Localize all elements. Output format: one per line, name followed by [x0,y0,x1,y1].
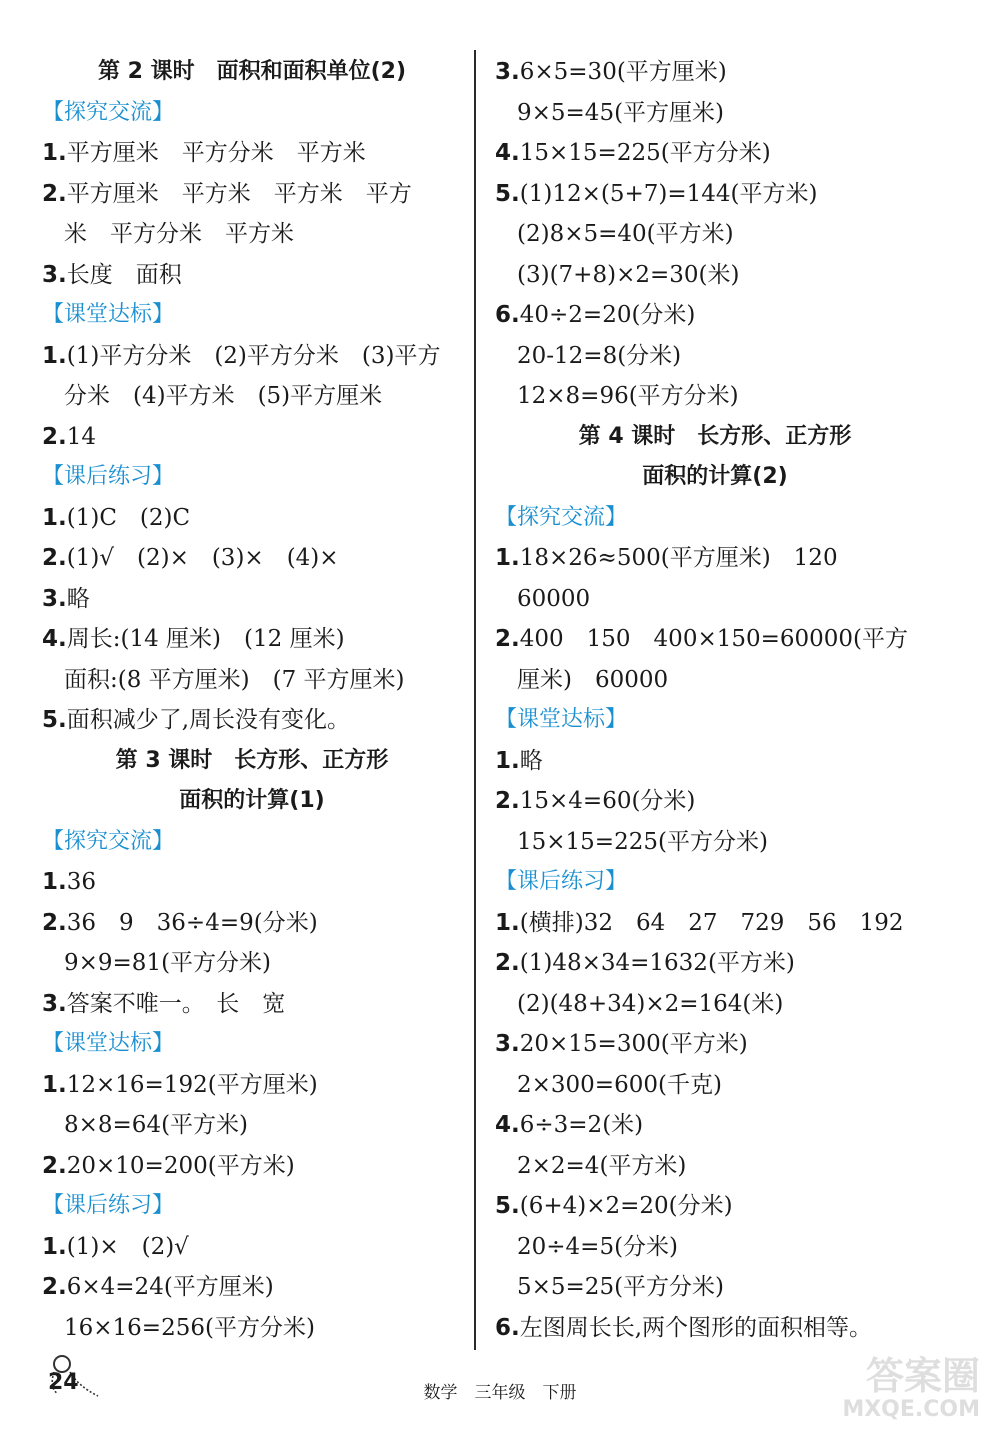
answer-line [42,1105,462,1146]
section-heading-label: 探究交流 [517,504,606,530]
answer-text: 40÷2=20(分米) [519,302,696,328]
question-number: 1. [42,140,67,166]
answer-line [42,1227,462,1268]
answer-line [495,579,935,620]
answer-line [495,538,935,579]
answer-text: 平方厘米 平方分米 平方米 [66,140,366,166]
answer-text: 15×15=225(平方分米) [519,140,771,166]
bracket-right-icon: 】 [152,302,175,327]
section-heading-label: 课后练习 [64,464,153,489]
answer-line [42,255,462,296]
answer-line [42,498,462,539]
answer-line [42,660,462,701]
bracket-left-icon: 【 [495,504,518,530]
bracket-right-icon: 】 [605,707,628,732]
answer-line [42,619,462,660]
answer-text: 面积:(8 平方厘米) (7 平方厘米) [64,666,405,693]
question-number: 1. [42,869,67,895]
answer-text: (1)√ (2)× (3)× (4)× [66,545,339,571]
answer-text: 36 9 36÷4=9(分米) [66,909,318,936]
bracket-left-icon: 【 [42,1193,65,1218]
answer-line [42,984,462,1025]
section-heading-label: 探究交流 [64,99,153,125]
answer-text: 6×5=30(平方厘米) [519,59,727,85]
answer-line [495,336,935,377]
answer-line [42,943,462,984]
answer-text: 9×5=45(平方厘米) [517,99,725,126]
answer-line [42,903,462,944]
answer-text: 面积减少了,周长没有变化。 [66,707,351,733]
answer-text: 60000 [517,585,591,612]
answer-line [495,1227,935,1268]
section-heading [42,1186,462,1227]
answer-line [495,660,935,701]
bracket-left-icon: 【 [42,464,65,489]
question-number: 2. [42,180,67,207]
question-number: 3. [42,585,67,612]
bracket-right-icon: 】 [152,99,175,125]
answer-line [495,822,935,863]
answer-text: (横排)32 64 27 729 56 192 [519,909,904,936]
answer-line [42,376,462,417]
answer-text: 18×26≈500(平方厘米) 120 [519,545,838,571]
answer-line [495,1146,935,1187]
answer-line [495,295,935,336]
lesson-title: 第 2 课时 面积和面积单位(2) [97,59,407,84]
bracket-left-icon: 【 [42,302,65,327]
section-heading-label: 探究交流 [64,828,153,854]
answer-text: (1)× (2)√ [66,1233,189,1260]
answer-line [495,1105,935,1146]
bracket-right-icon: 】 [605,869,628,894]
question-number: 2. [42,545,67,571]
answer-line [42,336,462,377]
answer-line [495,903,935,944]
question-number: 5. [42,707,67,733]
answer-text: 周长:(14 厘米) (12 厘米) [66,626,345,652]
answer-text: 15×4=60(分米) [519,788,696,814]
question-number: 1. [42,1071,67,1098]
answer-line [42,417,462,458]
section-heading [42,295,462,336]
bracket-left-icon: 【 [495,869,518,894]
section-heading [42,822,462,863]
question-number: 5. [495,1193,520,1219]
answer-text: 16×16=256(平方分米) [64,1314,315,1341]
watermark-logo: 答案圈 [865,1354,980,1398]
right-column [495,52,935,1348]
bracket-right-icon: 】 [605,504,628,530]
answer-line [42,1065,462,1106]
answer-line [495,943,935,984]
column-divider [474,50,476,1350]
question-number: 2. [42,423,67,450]
bracket-left-icon: 【 [42,99,65,125]
answer-text: 400 150 400×150=60000(平方 [519,626,909,652]
answer-line [42,214,462,255]
question-number: 2. [495,626,520,652]
lesson-title: 第 3 课时 长方形、正方形 [115,747,389,773]
question-number: 1. [42,342,67,369]
answer-line [495,93,935,134]
answer-line [495,52,935,93]
question-number: 1. [495,909,520,936]
section-heading-label: 课堂达标 [64,302,153,327]
answer-line [42,1308,462,1349]
answer-text: 8×8=64(平方米) [64,1112,249,1138]
answer-text: 6÷3=2(米) [519,1112,644,1138]
answer-line [495,376,935,417]
question-number: 3. [495,1031,520,1057]
answer-text: (2)8×5=40(平方米) [517,221,734,247]
answer-line [495,255,935,296]
answer-text: 厘米) 60000 [517,666,669,693]
answer-text: 14 [66,423,97,450]
question-number: 5. [495,180,520,207]
answer-text: (3)(7+8)×2=30(米) [517,261,740,288]
answer-text: 9×9=81(平方分米) [64,950,272,976]
answer-line [495,741,935,782]
section-heading-label: 课堂达标 [517,707,606,732]
answer-line [495,1186,935,1227]
bracket-left-icon: 【 [495,707,518,732]
question-number: 2. [495,788,520,814]
answer-text: 米 平方分米 平方米 [64,221,294,247]
left-column [42,52,462,1348]
section-heading [495,862,935,903]
answer-line [495,214,935,255]
answer-line [495,619,935,660]
answer-text: 左图周长长,两个图形的面积相等。 [519,1314,873,1341]
answer-text: 6×4=24(平方厘米) [66,1274,274,1300]
question-number: 3. [42,261,67,288]
answer-line [42,862,462,903]
section-heading [495,700,935,741]
lesson-title: 第 4 课时 长方形、正方形 [578,423,852,449]
answer-line [42,133,462,174]
answer-line [42,700,462,741]
question-number: 6. [495,302,520,328]
question-number: 4. [495,140,520,166]
answer-line [42,538,462,579]
answer-line [495,1065,935,1106]
answer-text: (1)48×34=1632(平方米) [519,950,795,976]
answer-text: 20-12=8(分米) [517,342,682,369]
question-number: 3. [495,59,520,85]
question-number: 1. [495,545,520,571]
bracket-left-icon: 【 [42,828,65,854]
answer-text: 12×16=192(平方厘米) [66,1071,318,1098]
answer-line [42,1146,462,1187]
answer-line [495,984,935,1025]
section-heading [42,1024,462,1065]
question-number: 3. [42,990,67,1017]
question-number: 2. [42,1274,67,1300]
question-number: 1. [42,1233,67,1260]
watermark [820,1345,990,1435]
question-number: 1. [495,747,520,774]
answer-text: 长度 面积 [66,261,182,288]
question-number: 4. [495,1112,520,1138]
answer-text: 略 [66,585,90,612]
section-heading [42,457,462,498]
answer-line [42,1267,462,1308]
bracket-right-icon: 】 [152,828,175,854]
answer-text: 平方厘米 平方米 平方米 平方 [66,180,412,207]
answer-text: (2)(48+34)×2=164(米) [517,990,784,1017]
answer-line [495,1267,935,1308]
answer-text: 36 [66,869,97,895]
answer-text: 20×15=300(平方米) [519,1031,748,1057]
question-number: 4. [42,626,67,652]
answer-text: 20÷4=5(分米) [517,1233,679,1260]
answer-line [495,781,935,822]
answer-line [495,1308,935,1349]
answer-text: 分米 (4)平方米 (5)平方厘米 [64,383,383,409]
footer-subject-label: 数学 三年级 下册 [423,1383,577,1403]
answer-text: 15×15=225(平方分米) [517,828,768,855]
question-number: 2. [495,950,520,976]
page-number: 24 [48,1370,79,1395]
lesson-title: 面积的计算(2) [642,464,788,489]
answer-text: 2×2=4(平方米) [517,1152,687,1179]
bracket-right-icon: 】 [152,1031,175,1056]
question-number: 2. [42,909,67,936]
section-heading-label: 课堂达标 [64,1031,153,1056]
question-number: 6. [495,1314,520,1341]
answer-text: 12×8=96(平方分米) [517,383,739,409]
answer-text: 2×300=600(千克) [517,1071,722,1098]
section-heading [42,93,462,134]
answer-text: 20×10=200(平方米) [66,1152,295,1179]
answer-text: 答案不唯一。 长 宽 [66,990,286,1017]
answer-text: (1)平方分米 (2)平方分米 (3)平方 [66,342,441,369]
answer-text: 5×5=25(平方分米) [517,1274,725,1300]
bracket-left-icon: 【 [42,1031,65,1056]
answer-text: (1)C (2)C [66,504,191,531]
answer-line [495,174,935,215]
answer-line [42,174,462,215]
answer-text: (6+4)×2=20(分米) [519,1193,733,1219]
question-number: 1. [42,504,67,531]
section-heading-label: 课后练习 [517,869,606,894]
lesson-title: 面积的计算(1) [179,788,325,813]
answer-line [495,133,935,174]
watermark-url: MXQE.COM [842,1397,980,1422]
bracket-right-icon: 】 [152,464,175,489]
answer-text: 略 [519,747,543,774]
bracket-right-icon: 】 [152,1193,175,1218]
question-number: 2. [42,1152,67,1179]
section-heading-label: 课后练习 [64,1193,153,1218]
answer-line [42,579,462,620]
section-heading [495,498,935,539]
answer-line [495,1024,935,1065]
answer-text: (1)12×(5+7)=144(平方米) [519,180,818,207]
